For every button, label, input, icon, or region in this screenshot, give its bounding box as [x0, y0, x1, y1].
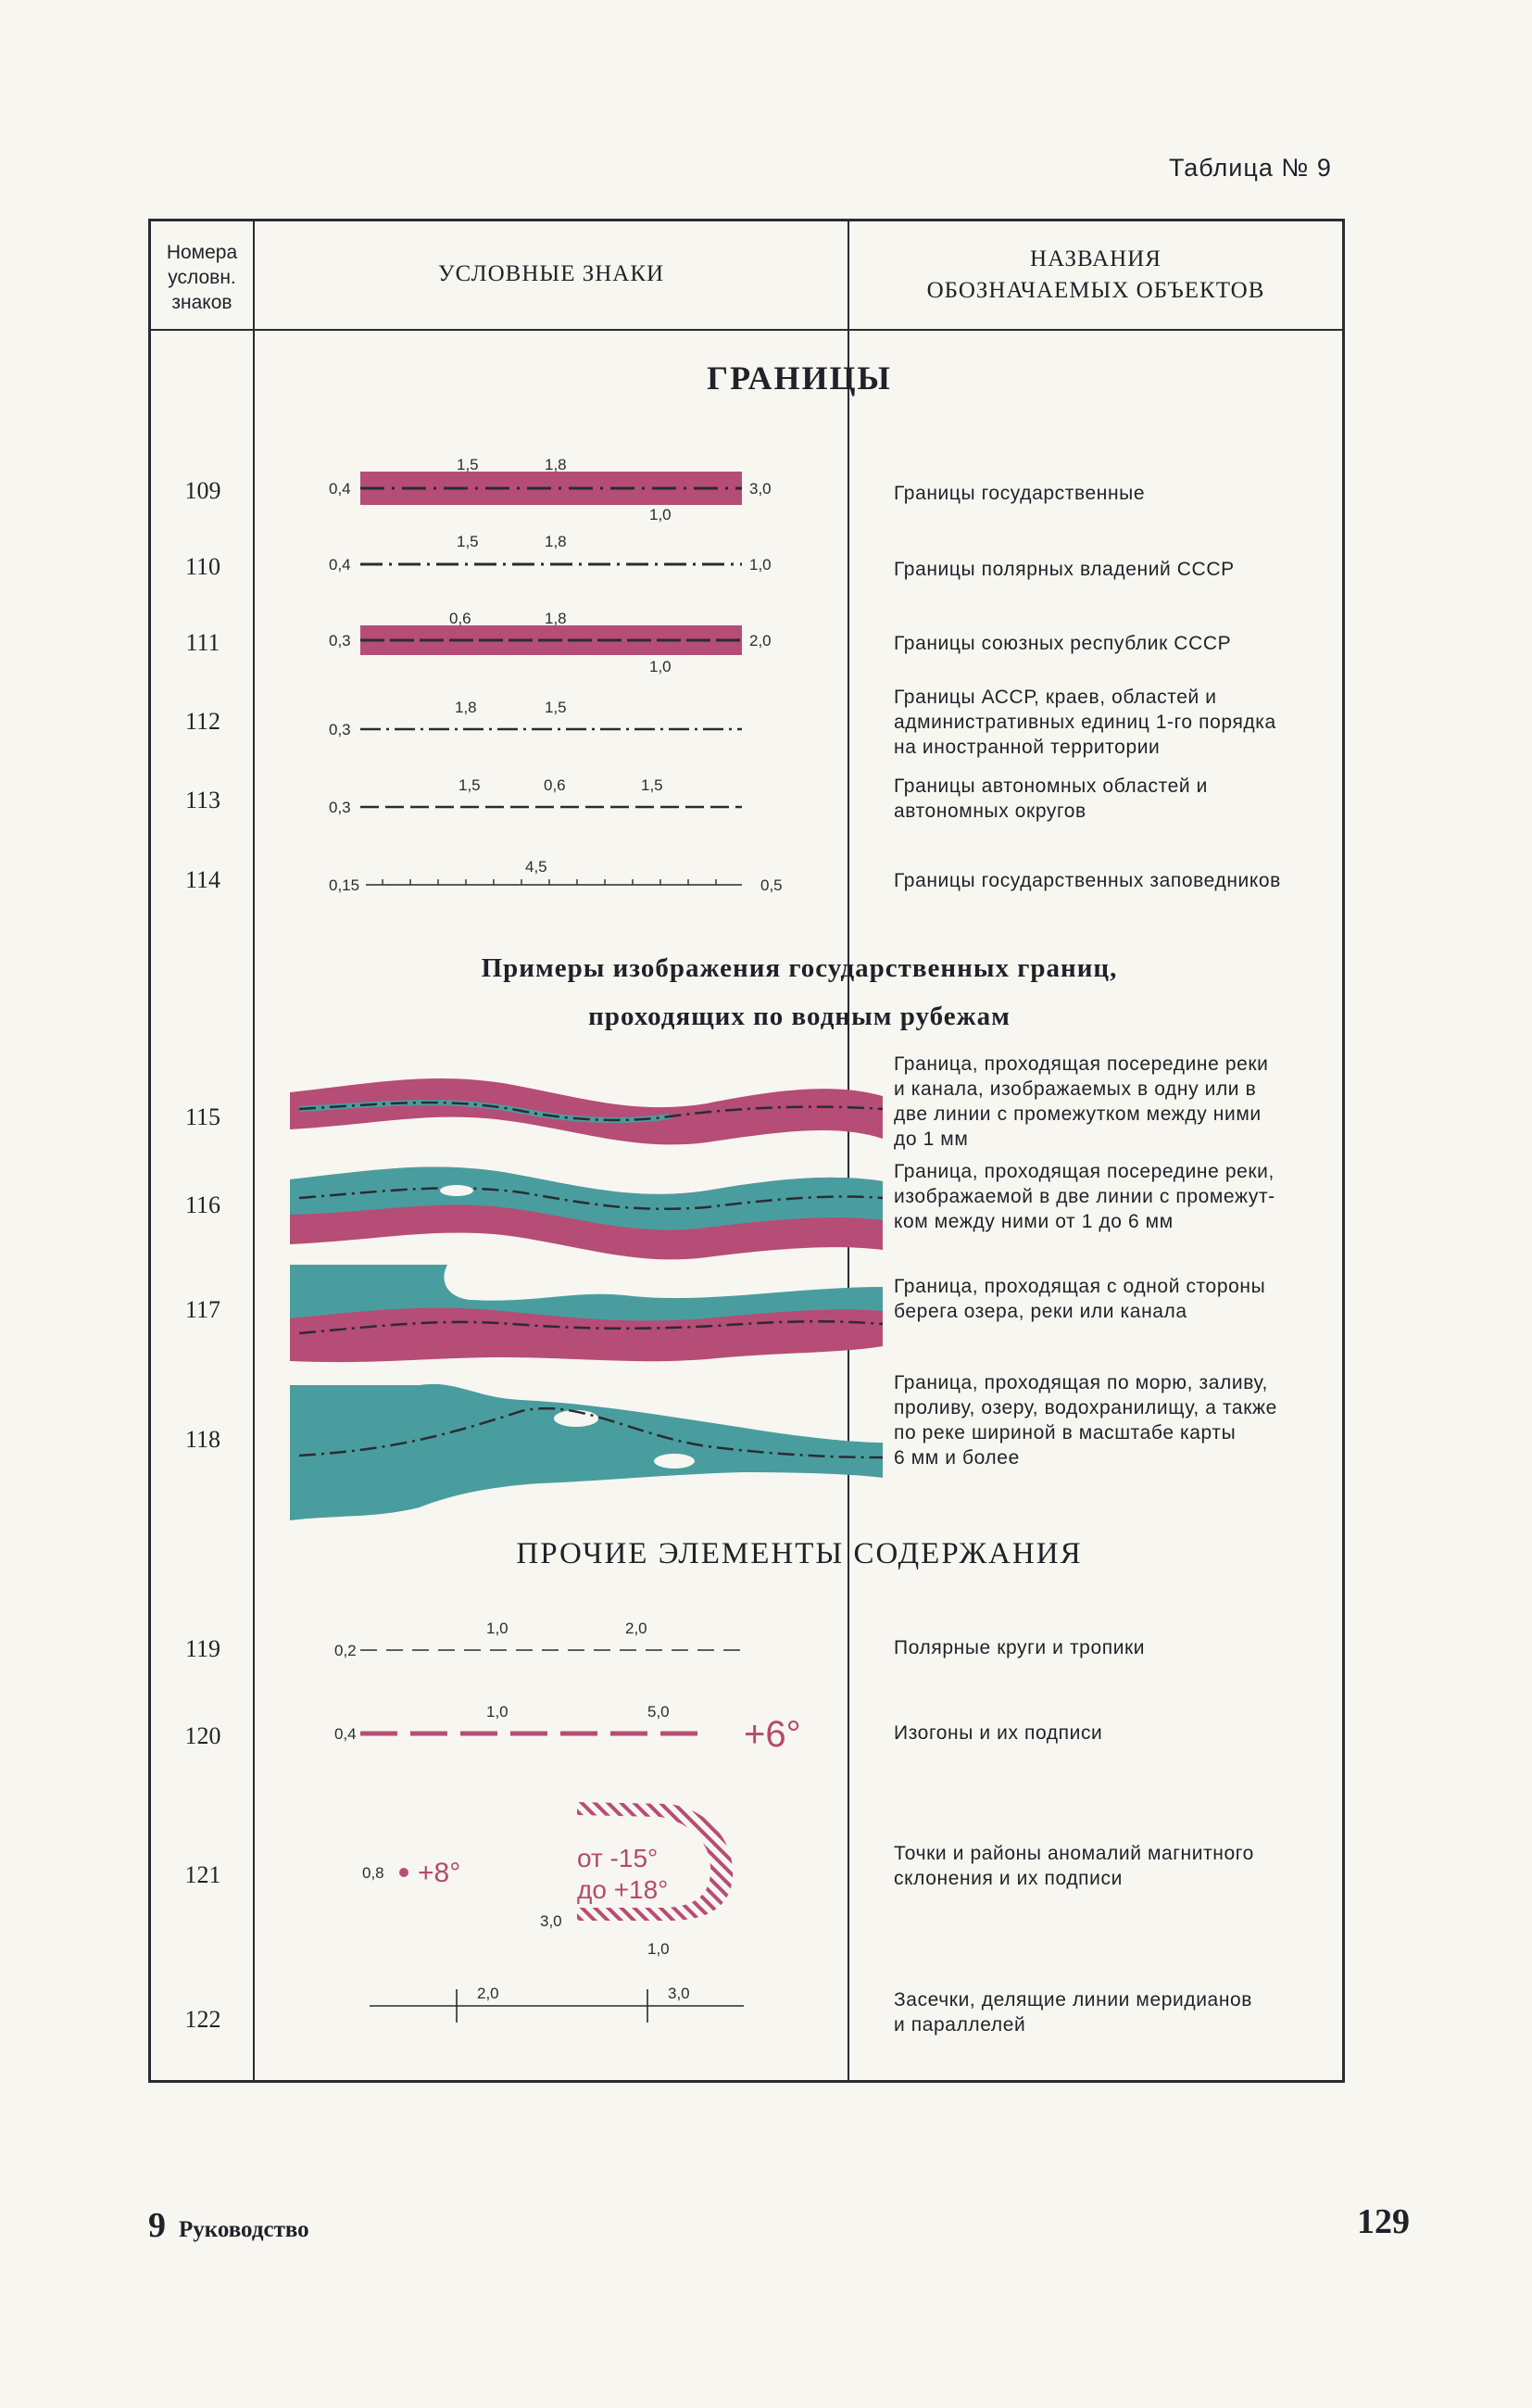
row-number: 118 [184, 1426, 221, 1453]
row-number: 122 [184, 2006, 221, 2033]
row-number: 112 [184, 708, 221, 735]
dim-label: 0,4 [329, 556, 351, 574]
symbols-drawing [151, 221, 1342, 2080]
row-number: 117 [184, 1296, 221, 1323]
row-description: Границы АССР, краев, областей и административных единиц 1-го порядка на иностранной территории [894, 687, 1276, 758]
row-description: Границы союзных республик СССР [894, 633, 1232, 654]
section-title-examples: Примеры изображения государственных границ, [481, 953, 1118, 983]
row-description: Границы государственных заповедников [894, 870, 1281, 891]
row-description: Границы государственные [894, 483, 1146, 504]
table-label: Таблица № 9 [1169, 154, 1332, 182]
footer-signature [148, 2205, 309, 2246]
anomaly-area-label: от -15° [577, 1844, 659, 1872]
header-col-number: Номера условн. знаков [166, 242, 238, 313]
row-number: 120 [184, 1722, 221, 1749]
dim-label: 3,0 [749, 480, 772, 498]
dim-label: 1,0 [486, 1703, 509, 1721]
row-number: 116 [184, 1191, 221, 1218]
page-number: 129 [1357, 2202, 1410, 2241]
dim-label: 2,0 [625, 1620, 647, 1637]
row-description: Изогоны и их подписи [894, 1722, 1103, 1744]
header-col-names: НАЗВАНИЯ ОБОЗНАЧАЕМЫХ ОБЪЕКТОВ [926, 246, 1265, 303]
dim-label: 1,8 [545, 533, 567, 550]
dim-label: 3,0 [540, 1912, 562, 1930]
row-number: 110 [184, 553, 221, 580]
dim-label: 0,4 [334, 1725, 357, 1743]
dim-label: 0,8 [362, 1864, 384, 1882]
anomaly-area-label: до +18° [577, 1875, 669, 1904]
dim-label: 0,4 [329, 480, 351, 498]
dim-label: 0,3 [329, 721, 351, 738]
reserve-border-ticks [383, 879, 716, 885]
isogon-label: +6° [744, 1714, 801, 1755]
row-number: 121 [184, 1861, 221, 1888]
dim-label: 1,5 [457, 533, 479, 550]
dim-label: 0,3 [329, 799, 351, 816]
signature-text: Руководство [179, 2217, 309, 2242]
dim-label: 1,0 [649, 658, 672, 675]
row-number: 119 [184, 1635, 221, 1662]
legend-table [148, 219, 1345, 2083]
dim-label: 4,5 [525, 858, 547, 876]
dim-label: 1,5 [457, 456, 479, 473]
dim-label: 1,8 [455, 699, 477, 716]
dim-label: 0,3 [329, 632, 351, 649]
river-border-band [290, 1078, 883, 1144]
row-description: Граница, проходящая посередине реки и канала, изображаемых в одну или в две линии с промежутком между ними до 1 мм [894, 1053, 1269, 1150]
sea-island [654, 1454, 695, 1469]
dim-label: 1,8 [545, 456, 567, 473]
dim-label: 0,5 [760, 876, 783, 894]
dim-label: 0,15 [329, 876, 360, 894]
dim-label: 0,2 [334, 1642, 357, 1659]
header-col-symbols: УСЛОВНЫЕ ЗНАКИ [437, 261, 665, 286]
row-number: 111 [185, 629, 220, 656]
row-description: Граница, проходящая по морю, заливу, проливу, озеру, водохранилищу, а также по реке шириной в масштабе карты 6 мм и более [894, 1372, 1277, 1469]
dim-label: 2,0 [477, 1985, 499, 2002]
dim-label: 1,5 [641, 776, 663, 794]
section-title-borders: ГРАНИЦЫ [707, 359, 892, 397]
section-title-other: ПРОЧИЕ ЭЛЕМЕНТЫ СОДЕРЖАНИЯ [516, 1537, 1083, 1570]
dim-label: 1,0 [486, 1620, 509, 1637]
row-number: 113 [184, 787, 221, 813]
dim-label: 1,0 [749, 556, 772, 574]
river-island [440, 1185, 473, 1196]
sea-water [290, 1384, 883, 1520]
signature-number: 9 [148, 2206, 166, 2245]
row-description: Полярные круги и тропики [894, 1637, 1146, 1658]
dim-label: 1,0 [649, 506, 672, 523]
dim-label: 1,8 [545, 610, 567, 627]
dim-label: 1,5 [458, 776, 481, 794]
dim-label: 1,0 [647, 1940, 670, 1958]
section-title-examples-2: проходящих по водным рубежам [588, 1002, 1011, 1031]
row-description: Засечки, делящие линии меридианов и параллелей [894, 1989, 1253, 2036]
row-description: Границы полярных владений СССР [894, 559, 1235, 580]
row-number: 114 [184, 866, 221, 893]
dim-label: 2,0 [749, 632, 772, 649]
row-description: Точки и районы аномалий магнитного склонения и их подписи [894, 1843, 1254, 1889]
dim-label: 0,6 [544, 776, 566, 794]
row-description: Граница, проходящая с одной стороны берега озера, реки или канала [894, 1276, 1266, 1322]
dim-label: 3,0 [668, 1985, 690, 2002]
row-description: Граница, проходящая посередине реки, изображаемой в две линии с промежут- ком между ними от 1 до 6 мм [894, 1161, 1275, 1232]
row-number: 115 [184, 1103, 221, 1130]
dim-label: 0,6 [449, 610, 471, 627]
row-number: 109 [184, 477, 221, 504]
anomaly-point [399, 1868, 408, 1877]
dim-label: 1,5 [545, 699, 567, 716]
dim-label: 5,0 [647, 1703, 670, 1721]
row-description: Границы автономных областей и автономных округов [894, 775, 1208, 822]
anomaly-point-label: +8° [418, 1858, 461, 1888]
